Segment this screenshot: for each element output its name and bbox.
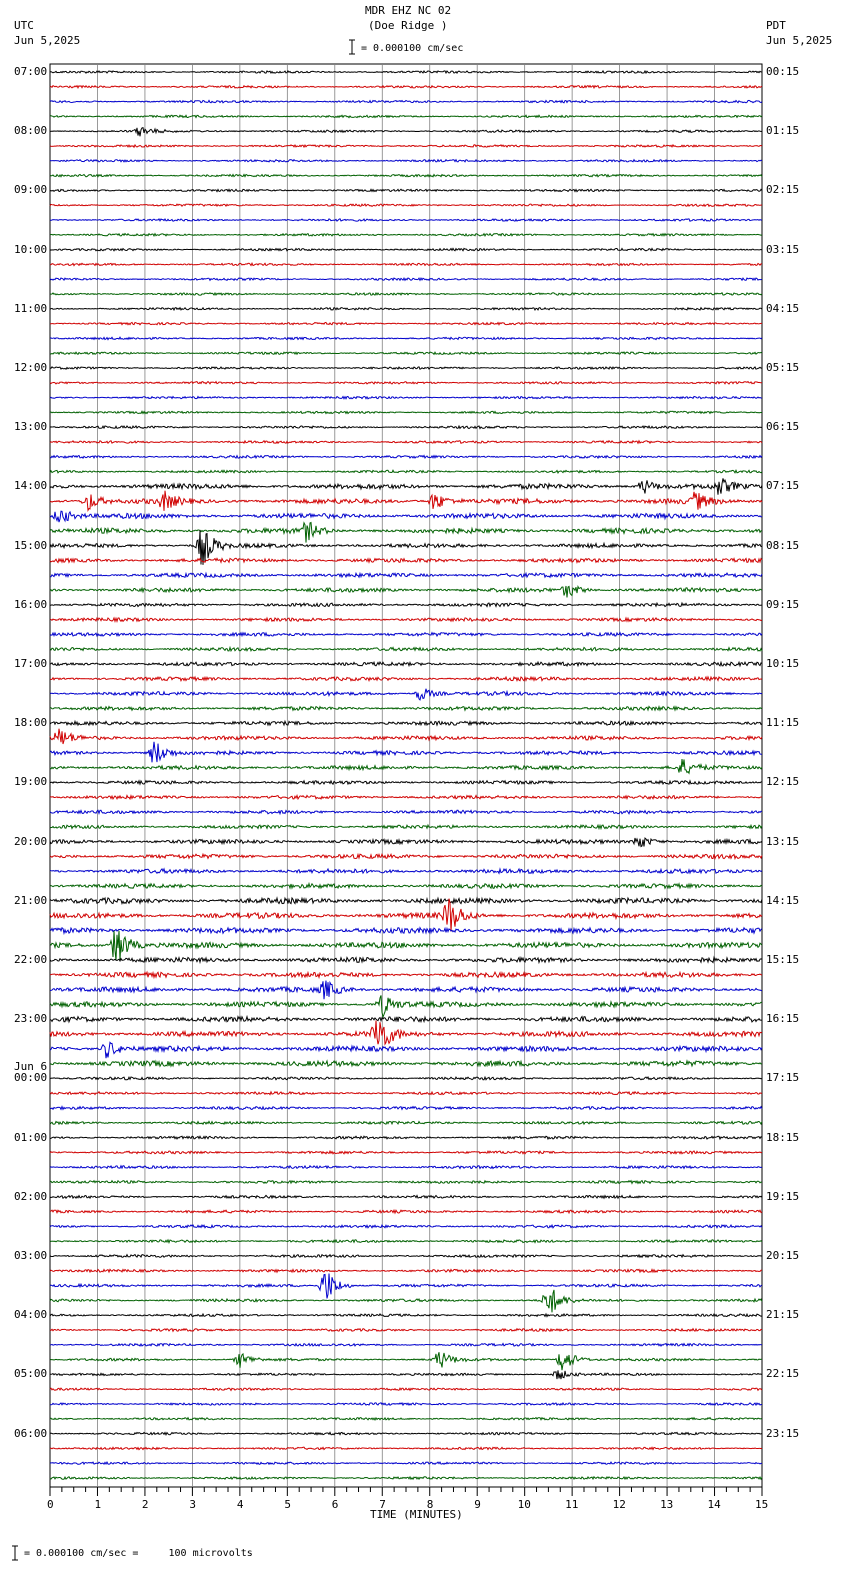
seismic-trace [50, 603, 762, 607]
seismic-trace [50, 293, 762, 295]
seismic-trace [50, 633, 762, 637]
seismic-trace [50, 352, 762, 354]
utc-hour-label: 22:00 [14, 953, 48, 966]
pdt-hour-label: 10:15 [766, 657, 800, 670]
pdt-hour-label: 05:15 [766, 361, 800, 374]
seismic-trace [50, 884, 762, 889]
seismic-trace [50, 869, 762, 873]
x-tick-label: 15 [755, 1498, 769, 1511]
seismic-trace [50, 796, 762, 799]
x-tick-label: 8 [426, 1498, 434, 1511]
seismic-trace [50, 1269, 762, 1272]
seismic-trace [50, 478, 762, 494]
seismic-trace [50, 1418, 762, 1420]
seismic-trace [50, 1290, 762, 1313]
seismic-trace [50, 100, 762, 102]
seismic-trace [50, 1195, 762, 1198]
seismic-trace [50, 648, 762, 651]
x-tick-label: 1 [94, 1498, 102, 1511]
seismic-trace [50, 1477, 762, 1479]
seismic-trace [50, 1255, 762, 1258]
pdt-hour-label: 14:15 [766, 893, 800, 907]
pdt-hour-label: 23:15 [766, 1426, 800, 1440]
seismic-trace [50, 898, 762, 904]
x-tick-label: 7 [379, 1498, 386, 1511]
utc-hour-label: 12:00 [14, 361, 48, 374]
x-tick-label: 3 [189, 1498, 197, 1511]
seismic-trace [50, 931, 762, 961]
utc-hour-label: 10:00 [14, 242, 48, 256]
seismic-trace [50, 322, 762, 324]
seismic-trace [50, 308, 762, 310]
seismic-trace [50, 1042, 762, 1058]
x-tick-label: 12 [612, 1498, 626, 1511]
seismic-trace [50, 278, 762, 280]
seismic-trace [50, 838, 762, 847]
utc-hour-label: 17:00 [14, 657, 48, 670]
utc-hour-label: 01:00 [14, 1130, 48, 1144]
seismic-trace [50, 263, 762, 265]
seismic-trace [50, 523, 762, 543]
seismic-trace [50, 854, 762, 858]
plot-frame [50, 64, 762, 1487]
seismic-trace [50, 1462, 762, 1464]
right-timezone: PDT [766, 19, 786, 32]
x-tick-label: 11 [565, 1498, 579, 1511]
pdt-hour-label: 12:15 [766, 775, 800, 789]
utc-hour-label: 13:00 [14, 420, 48, 434]
seismic-trace [50, 411, 762, 413]
seismic-trace [50, 456, 762, 459]
x-tick-label: 10 [517, 1498, 531, 1511]
seismic-trace [50, 721, 762, 725]
utc-hour-label: 15:00 [14, 538, 48, 552]
seismic-trace [50, 1329, 762, 1332]
seismic-trace [50, 1181, 762, 1184]
seismic-trace [50, 1151, 762, 1154]
seismic-trace [50, 86, 762, 88]
x-tick-label: 0 [47, 1498, 54, 1511]
seismic-trace [50, 899, 762, 932]
seismic-trace [50, 677, 762, 681]
seismic-trace [50, 995, 762, 1017]
seismic-trace [50, 1107, 762, 1110]
utc-hour-label: 19:00 [14, 775, 48, 789]
seismic-trace [50, 1166, 762, 1169]
left-timezone: UTC [14, 19, 34, 32]
pdt-hour-label: 15:15 [766, 953, 800, 966]
x-tick-label: 4 [236, 1498, 244, 1511]
footer-scale-bar-icon [12, 1546, 18, 1560]
seismic-trace [50, 558, 762, 562]
utc-hour-label: 02:00 [14, 1189, 48, 1203]
pdt-hour-label: 17:15 [766, 1071, 800, 1085]
seismic-trace [50, 689, 762, 700]
seismic-trace [50, 234, 762, 236]
seismic-trace [50, 928, 762, 934]
seismic-trace [50, 662, 762, 666]
pdt-hour-label: 18:15 [766, 1130, 800, 1144]
seismic-trace [50, 958, 762, 963]
seismic-trace [50, 1136, 762, 1139]
seismic-trace [50, 204, 762, 206]
x-tick-label: 6 [331, 1498, 339, 1511]
x-tick-label: 5 [284, 1498, 291, 1511]
seismic-trace [50, 470, 762, 473]
scale-bar-icon [349, 40, 355, 54]
seismic-trace [50, 825, 762, 828]
left-date: Jun 5,2025 [14, 34, 81, 47]
seismic-trace [50, 1370, 762, 1379]
scale-bar-label: = 0.000100 cm/sec [361, 43, 464, 54]
date-change-label: Jun 6 [14, 1060, 48, 1073]
seismic-trace [50, 1432, 762, 1434]
seismic-trace [50, 219, 762, 221]
seismic-trace [50, 981, 762, 1000]
seismic-trace [50, 1352, 762, 1370]
utc-hour-label: 23:00 [14, 1012, 48, 1026]
pdt-hour-label: 01:15 [766, 124, 800, 138]
right-date: Jun 5,2025 [766, 34, 833, 47]
x-axis-title: TIME (MINUTES) [370, 1508, 463, 1521]
pdt-hour-label: 13:15 [766, 834, 800, 848]
utc-hour-label: 06:00 [14, 1426, 48, 1440]
seismic-trace [50, 1077, 762, 1080]
seismic-trace [50, 1210, 762, 1213]
x-tick-label: 9 [474, 1498, 481, 1511]
utc-hour-label: 09:00 [14, 183, 48, 197]
seismic-trace [50, 1240, 762, 1243]
footer-scale-label: = 0.000100 cm/sec = 100 microvolts [24, 1548, 253, 1559]
pdt-hour-label: 22:15 [766, 1367, 800, 1381]
seismic-trace [50, 189, 762, 191]
seismic-trace [50, 618, 762, 621]
seismic-trace [50, 115, 762, 117]
seismic-trace [50, 491, 762, 511]
pdt-hour-label: 16:15 [766, 1012, 800, 1026]
seismic-trace [50, 530, 762, 565]
seismic-trace [50, 426, 762, 429]
seismic-trace [50, 1061, 762, 1066]
pdt-hour-label: 06:15 [766, 420, 800, 434]
seismic-trace [50, 367, 762, 369]
x-tick-label: 14 [707, 1498, 721, 1511]
utc-hour-label: 16:00 [14, 597, 48, 611]
pdt-hour-label: 03:15 [766, 242, 800, 256]
seismic-trace [50, 128, 762, 137]
seismic-trace [50, 781, 762, 785]
seismic-trace [50, 511, 762, 522]
utc-hour-label: 18:00 [14, 716, 48, 730]
seismic-trace [50, 160, 762, 162]
seismic-trace [50, 71, 762, 73]
site-name: (Doe Ridge ) [368, 19, 448, 32]
seismic-trace [50, 729, 762, 744]
seismic-trace [50, 1092, 762, 1095]
utc-hour-label: 11:00 [14, 301, 48, 315]
seismic-trace [50, 1225, 762, 1228]
seismic-trace [50, 1121, 762, 1124]
pdt-hour-label: 19:15 [766, 1189, 800, 1203]
utc-hour-label: 14:00 [14, 479, 48, 493]
x-tick-label: 13 [660, 1498, 674, 1511]
seismic-trace [50, 972, 762, 977]
x-tick-label: 2 [141, 1498, 149, 1511]
utc-hour-label: 08:00 [14, 124, 48, 138]
seismic-trace [50, 1314, 762, 1317]
seismic-trace [50, 397, 762, 399]
pdt-hour-label: 00:15 [766, 65, 800, 78]
utc-hour-label: 00:00 [14, 1071, 48, 1085]
seismic-trace [50, 337, 762, 339]
seismic-trace [50, 742, 762, 763]
pdt-hour-label: 20:15 [766, 1249, 800, 1262]
seismic-trace [50, 573, 762, 577]
utc-hour-label: 21:00 [14, 893, 48, 907]
seismic-trace [50, 810, 762, 814]
seismic-trace [50, 1344, 762, 1347]
utc-hour-label: 20:00 [14, 834, 48, 848]
seismic-trace [50, 707, 762, 711]
pdt-hour-label: 02:15 [766, 183, 800, 197]
utc-hour-label: 05:00 [14, 1367, 48, 1381]
pdt-hour-label: 08:15 [766, 538, 800, 552]
seismic-trace [50, 382, 762, 384]
seismic-trace [50, 1447, 762, 1449]
seismic-trace [50, 586, 762, 597]
pdt-hour-label: 09:15 [766, 597, 800, 611]
utc-hour-label: 03:00 [14, 1249, 48, 1262]
seismic-trace [50, 174, 762, 176]
pdt-hour-label: 07:15 [766, 479, 800, 493]
pdt-hour-label: 04:15 [766, 301, 800, 315]
seismic-trace [50, 1017, 762, 1022]
utc-hour-label: 07:00 [14, 65, 48, 78]
seismic-trace [50, 1403, 762, 1405]
pdt-hour-label: 11:15 [766, 716, 800, 730]
station-title: MDR EHZ NC 02 [365, 4, 452, 17]
utc-hour-label: 04:00 [14, 1308, 48, 1322]
seismic-trace [50, 1274, 762, 1299]
seismic-trace [50, 145, 762, 147]
pdt-hour-label: 21:15 [766, 1308, 800, 1322]
seismic-trace [50, 248, 762, 250]
seismic-trace [50, 1021, 762, 1045]
seismic-trace [50, 441, 762, 444]
seismic-trace [50, 1388, 762, 1390]
